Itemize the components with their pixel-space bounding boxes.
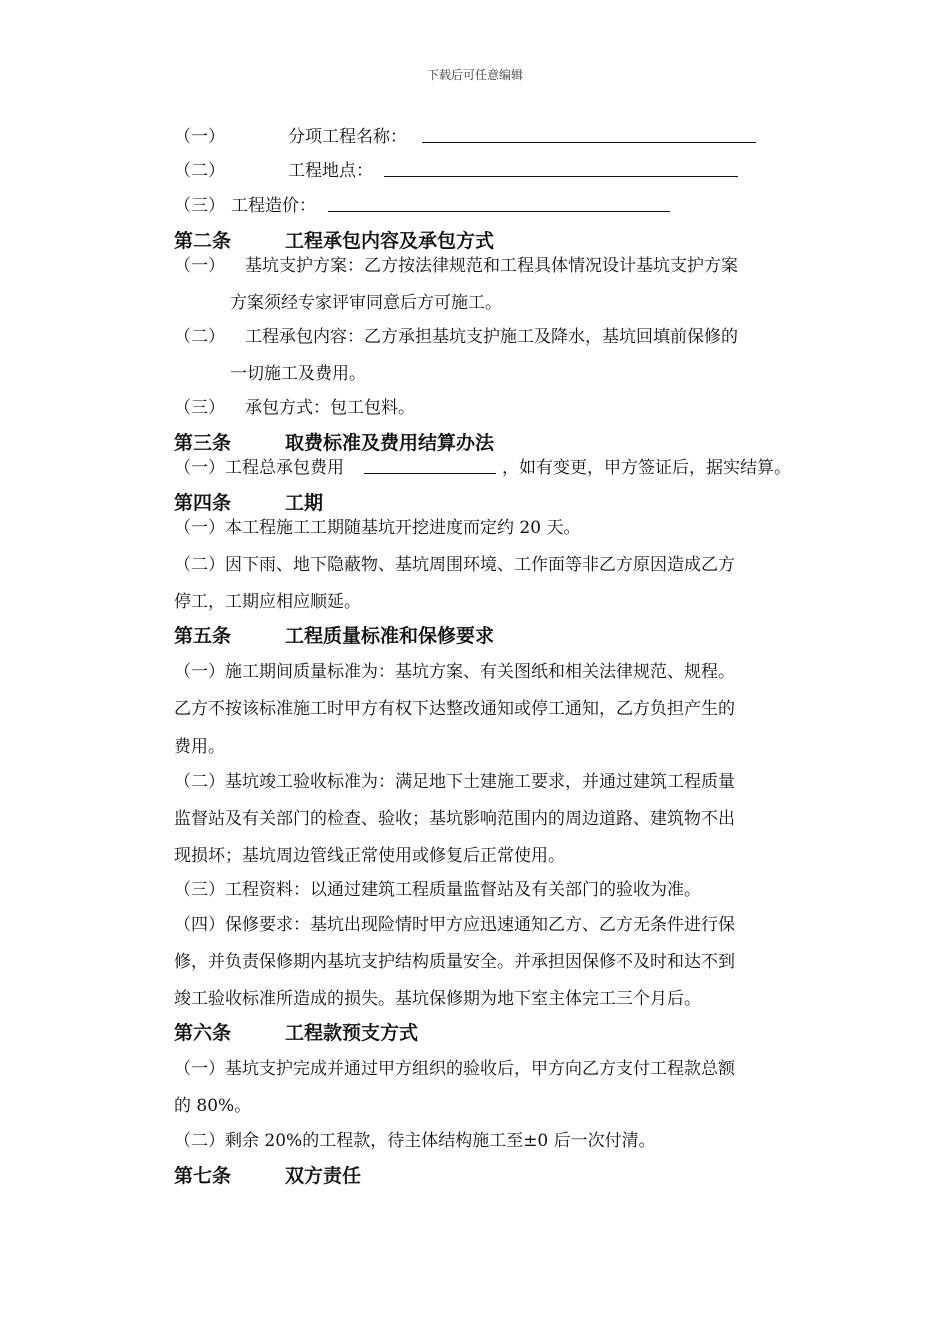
item-text: 基坑支护方案：乙方按法律规范和工程具体情况设计基坑支护方案 [245,256,738,276]
field-num: （三） [174,196,225,216]
item-text: 承包方式：包工包料。 [245,398,415,418]
paragraph-line: （三）工程资料：以通过建筑工程质量监督站及有关部门的验收为准。 [174,880,701,900]
article-title: 工程款预支方式 [285,1022,419,1044]
paragraph-line: 监督站及有关部门的检查、验收；基坑影响范围内的周边道路、建筑物不出 [174,809,735,829]
article-num: 第四条 [174,492,232,514]
article-5-heading [174,624,495,648]
blank-line [384,160,738,177]
article-num: 第六条 [174,1022,232,1044]
article-6-heading [174,1021,419,1045]
paragraph-line [174,457,791,479]
article-num: 第五条 [174,625,232,647]
blank-line [364,457,496,474]
paragraph-line: 乙方不按该标准施工时甲方有权下达整改通知或停工通知，乙方负担产生的 [174,699,735,719]
paragraph-line [174,326,738,348]
paragraph-line: 修，并负责保修期内基坑支护结构质量安全。并承担因保修不及时和达不到 [174,952,735,972]
article-2-heading [174,229,495,253]
item-text: 工程承包内容：乙方承担基坑支护施工及降水，基坑回填前保修的 [245,327,738,347]
header-note: 下载后可任意编辑 [426,68,523,82]
field-location-line [174,160,373,182]
blank-line [422,126,756,143]
field-label: 分项工程名称： [288,127,407,147]
paragraph-line: 一切施工及费用。 [230,364,366,384]
paragraph-line: （二）剩余 20%的工程款，待主体结构施工至±0 后一次付清。 [174,1131,656,1151]
field-cost-line [174,195,316,217]
field-label: 工程造价： [231,196,316,216]
article-7-heading [174,1164,362,1188]
paragraph-line: （四）保修要求：基坑出现险情时甲方应迅速通知乙方、乙方无条件进行保 [174,915,735,935]
paragraph-line: 停工，工期应相应顺延。 [174,592,361,612]
article-title: 双方责任 [285,1165,362,1187]
field-num: （一） [174,127,225,147]
paragraph-line: （二）基坑竣工验收标准为：满足地下土建施工要求，并通过建筑工程质量 [174,772,735,792]
paragraph-line [174,397,415,419]
article-num: 第二条 [174,230,232,252]
article-num: 第三条 [174,432,232,454]
field-label: 工程地点： [288,161,373,181]
paragraph-line: （一）施工期间质量标准为：基坑方案、有关图纸和相关法律规范、规程。 [174,662,735,682]
article-title: 取费标准及费用结算办法 [285,432,495,454]
article-title: 工程承包内容及承包方式 [285,230,495,252]
item-num: （二） [174,327,225,347]
paragraph-line: 费用。 [174,737,225,757]
paragraph-line: （二）因下雨、地下隐蔽物、基坑周围环境、工作面等非乙方原因造成乙方 [174,555,735,575]
blank-line [328,195,670,212]
article-3-heading [174,431,495,455]
paragraph-line: （一）基坑支护完成并通过甲方组织的验收后，甲方向乙方支付工程款总额 [174,1059,735,1079]
item-text: ，如有变更，甲方签证后，据实结算。 [502,458,791,478]
item-text: （一）工程总承包费用 [174,458,344,478]
item-num: （一） [174,256,225,276]
paragraph-line: 的 80%。 [174,1096,252,1116]
paragraph-line [174,255,738,277]
field-name-line [174,126,407,148]
article-title: 工期 [285,492,324,514]
field-num: （二） [174,161,225,181]
article-title: 工程质量标准和保修要求 [285,625,495,647]
article-4-heading [174,491,324,515]
paragraph-line: 现损坏；基坑周边管线正常使用或修复后正常使用。 [174,846,565,866]
paragraph-line: 竣工验收标准所造成的损失。基坑保修期为地下室主体完工三个月后。 [174,989,701,1009]
paragraph-line: 方案须经专家评审同意后方可施工。 [230,293,502,313]
item-num: （三） [174,398,225,418]
paragraph-line: （一）本工程施工工期随基坑开挖进度而定约 20 天。 [174,518,581,538]
article-num: 第七条 [174,1165,232,1187]
